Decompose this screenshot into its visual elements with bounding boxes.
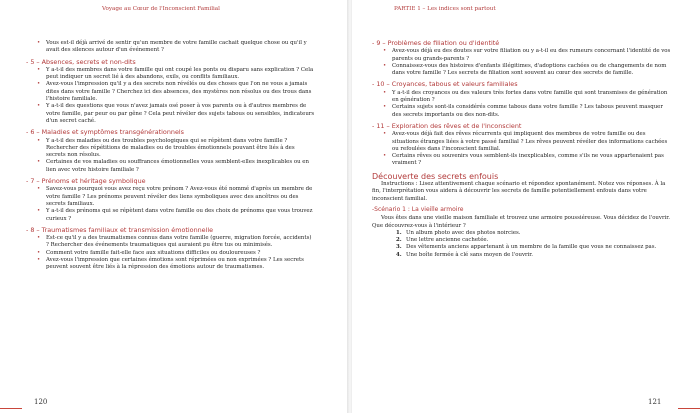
bullet-item: • Certains sujets sont-ils considérés comme tabous dans votre famille ? Les tabous peuvent masquer des secrets importants ou des non-dits. <box>372 104 672 119</box>
section-title: - 7 – Prénoms et héritage symbolique <box>26 177 146 186</box>
section-title: - 11 – Exploration des rêves et de l'inconscient <box>372 121 522 130</box>
page-number-left: 120 <box>34 398 48 406</box>
option-item: 2. Une lettre ancienne cachetée. <box>396 237 489 244</box>
bullet-item: • Certains rêves ou souvenirs vous semblent-ils inexplicables, comme s'ils ne vous appartenaient pas vraiment ? <box>372 153 672 168</box>
right-column <box>372 40 672 259</box>
bullet-item: • Certaines de vos maladies ou souffrances émotionnelles vous semblent-elles inexplicables ou en lien avec votre histoire familiale ? <box>26 159 316 174</box>
page-number-right: 121 <box>648 398 662 406</box>
bullet-item: • Avez-vous déjà fait des rêves récurrents qui impliquent des membres de votre famille ou des situations étranges liées à votre passé familial ? Les rêves peuvent révéler des informations cachées ou refoulées dans l'inconscient familial. <box>372 131 672 153</box>
bullet-item: • Comment votre famille fait-elle face aux situations difficiles ou douloureuses ? <box>26 250 316 257</box>
option-item: 1. Un album photo avec des photos noircies. <box>396 229 521 236</box>
bullet-item: • Y a-t-il des maladies ou des troubles psychologiques qui se répètent dans votre famille ? Rechercher des répétitions de maladies ou de troubles émotionnels pouvant être liés à des secrets non résolus. <box>26 138 316 160</box>
option-item: 3. Des vêtements anciens appartenant à un membre de la famille que vous ne connaissez pas. <box>396 244 657 251</box>
bullet-item: • Savez-vous pourquoi vous avez reçu votre prénom ? Avez-vous été nommé d'après un membre de votre famille ? Les prénoms peuvent révéler des liens symboliques avec des ancêtres ou des secrets familiaux. <box>26 186 316 208</box>
bullet-item: • Connaissez-vous des histoires d'enfants illégitimes, d'adoptions cachées ou de changements de nom dans votre famille ? Les secrets de filiation sont souvent au cœur des secrets de famille. <box>372 63 672 78</box>
bullet-item: • Y a-t-il des membres dans votre famille qui ont coupé les ponts ou disparu sans explication ? Cela peut indiquer un secret lié à des abandons, exils, ou conflits familiaux. <box>26 67 316 82</box>
section-title: - 10 – Croyances, tabous et valeurs familiales <box>372 80 518 89</box>
running-header-right: PARTIE 1 – Les indices sont partout <box>394 6 496 12</box>
left-page <box>0 0 348 413</box>
section-title: - 6 – Maladies et symptômes transgénérationnels <box>26 128 184 137</box>
bullet-item: • Avez-vous déjà eu des doutes sur votre filiation ou y a-t-il eu des rumeurs concernant l'identité de vos parents ou grands-parents ? <box>372 48 672 63</box>
left-column <box>26 40 316 272</box>
right-page <box>352 0 700 413</box>
section-title: - 9 – Problèmes de filiation ou d'identité <box>372 39 500 47</box>
section-title: - 5 – Absences, secrets et non-dits <box>26 57 136 66</box>
bullet-item: • Y a-t-il des prénoms qui se répètent dans votre famille ou des choix de prénoms que vous trouvez curieux ? <box>26 208 316 223</box>
bullet-item: • Avez-vous l'impression que certaines émotions sont réprimées ou non exprimées ? Les secrets peuvent souvent être liés à la répression des émotions autour de traumatismes. <box>26 257 316 272</box>
footer-rule-left <box>0 408 22 409</box>
instructions-text: Instructions : Lisez attentivement chaque scénario et répondez spontanément. Notez vos réponses. À la fin, l'interprétation vous aidera à découvrir les secrets de famille potentiellement enfouis dans votre inconscient familial. <box>372 181 666 202</box>
bullet-item: • Y a-t-il des croyances ou des valeurs très fortes dans votre famille qui sont transmises de génération en génération ? <box>372 90 672 105</box>
section-title: - 8 – Traumatismes familiaux et transmission émotionnelle <box>26 225 214 234</box>
footer-rule-right <box>678 408 700 409</box>
scenario-title: -Scénario 1 : La vieille armoire <box>372 205 464 213</box>
bullet-item: • Est-ce qu'il y a des traumatismes connus dans votre famille (guerre, migration forcée, accidents) ? Rechercher des événements traumatiques qui auraient pu être tus ou minimisés. <box>26 235 316 250</box>
bullet-item: • Avez-vous l'impression qu'il y a des secrets non révélés ou des choses que l'on ne vous a jamais dites dans votre famille ? Cherchez ici des absences, des mystères non résolus ou des trous dans l'histoire familiale. <box>26 81 316 103</box>
intro-bullet: • Vous est-il déjà arrivé de sentir qu'un membre de votre famille cachait quelque chose ou qu'il y avait des silences autour d'un événement ? <box>26 40 316 55</box>
running-header-left: Voyage au Cœur de l'Inconscient Familial <box>102 6 220 12</box>
scenario-text: Vous êtes dans une vieille maison familiale et trouvez une armoire poussiéreuse. Vous décidez de l'ouvrir. Que découvrez-vous à l'intérieur ? <box>372 215 670 229</box>
option-item: 4. Une boîte fermée à clé sans moyen de l'ouvrir. <box>396 251 533 258</box>
discovery-title: Découverte des secrets enfouis <box>372 171 499 181</box>
bullet-item: • Y a-t-il des questions que vous n'avez jamais osé poser à vos parents ou à d'autres membres de votre famille, par peur ou par gêne ? Cela peut révéler des sujets tabous ou sensibles, indicateurs d'un secret caché. <box>26 103 316 125</box>
